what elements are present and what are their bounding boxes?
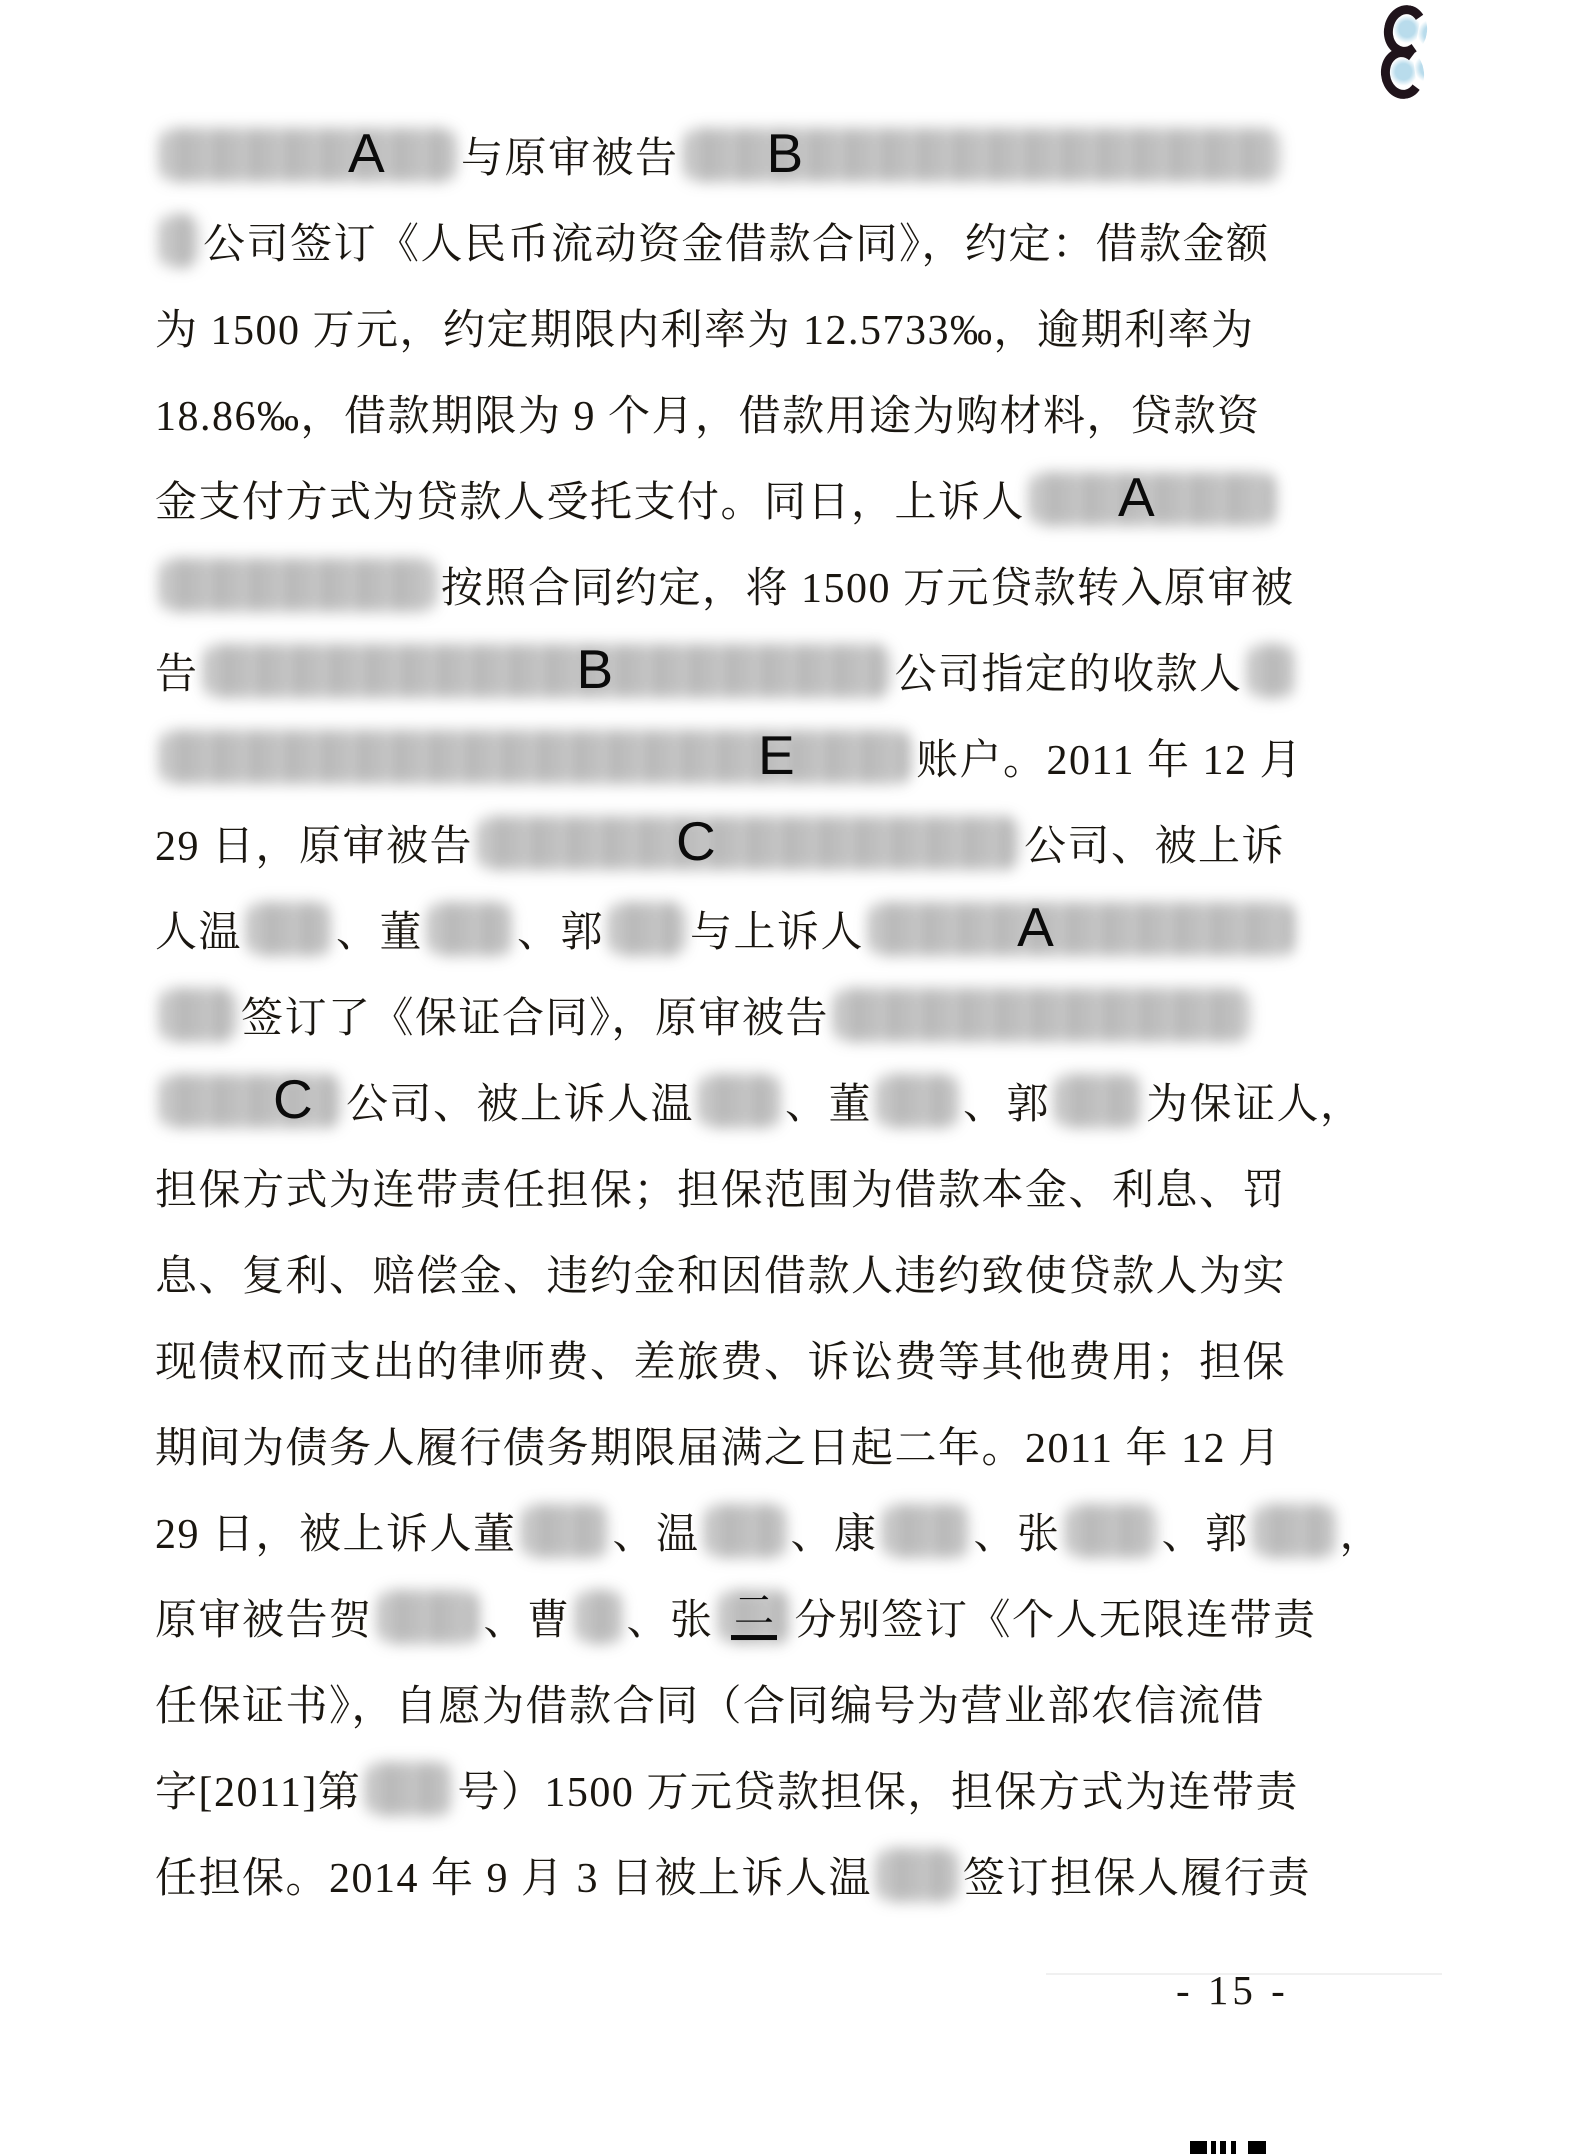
blur-smudge: [877, 1848, 958, 1902]
blur-smudge: [699, 1074, 780, 1128]
annotation-label: A: [1017, 895, 1054, 958]
redacted-name: [245, 900, 333, 958]
document-line: [155, 1058, 1364, 1144]
text-run: 原审被告贺: [155, 1598, 373, 1644]
blur-smudge: [428, 902, 512, 956]
redacted-name: [867, 895, 1297, 958]
text-run: 、郭: [1161, 1512, 1249, 1558]
document-line: [155, 370, 1335, 456]
text-run: 、郭: [963, 1082, 1051, 1128]
document-line: [155, 1316, 1335, 1402]
text-run: 号）1500 万元贷款担保，担保方式为连带责: [457, 1770, 1299, 1816]
document-body: [155, 112, 1384, 1918]
text-run: 告: [155, 652, 199, 698]
document-line: [155, 972, 1335, 1058]
redacted-name: [158, 121, 458, 184]
text-run: 息、复利、赔偿金、违约金和因借款人违约致使贷款人为实: [155, 1254, 1287, 1300]
document-line: [155, 1746, 1335, 1832]
text-run: 公司签订《人民币流动资金借款合同》，约定：借款金额: [203, 222, 1270, 268]
document-line: [155, 886, 1335, 972]
document-line: [155, 1832, 1335, 1918]
document-line: [155, 628, 1335, 714]
blur-smudge: [204, 637, 890, 700]
redacted-name: [520, 1502, 610, 1560]
text-run: 担保方式为连带责任担保；担保范围为借款本金、利息、罚: [155, 1168, 1287, 1214]
text-run: 公司、被上诉人温: [346, 1082, 695, 1128]
text-run: 29 日，原审被告: [155, 824, 474, 870]
blur-smudge: [609, 902, 685, 956]
blur-smudge: [378, 1590, 479, 1644]
text-run: 、曹: [483, 1598, 571, 1644]
redacted-name: [364, 1760, 454, 1818]
blur-smudge: [883, 1504, 969, 1558]
text-run: 人温: [155, 910, 243, 956]
document-line: [155, 198, 1335, 284]
blur-smudge: [160, 121, 456, 184]
text-run: 、康: [790, 1512, 878, 1558]
document-line: [155, 542, 1335, 628]
redacted-name: [1053, 1072, 1143, 1130]
redacted-name: [832, 986, 1252, 1044]
text-run: 签订担保人履行责: [963, 1856, 1312, 1902]
text-run: 29 日，被上诉人董: [155, 1512, 517, 1558]
blur-smudge: [160, 214, 198, 268]
redacted-name: [875, 1072, 960, 1130]
text-run: 金支付方式为贷款人受托支付。同日，上诉人: [155, 480, 1026, 526]
redacted-name: [717, 1588, 792, 1646]
blur-smudge: [576, 1590, 622, 1644]
redacted-name: [158, 986, 238, 1044]
document-line: [155, 714, 1335, 800]
annotation-label: E: [758, 723, 795, 786]
redacted-name: [158, 212, 200, 270]
document-line: [155, 1488, 1384, 1574]
text-run: 与上诉人: [690, 910, 865, 956]
redacted-name: [875, 1846, 960, 1904]
redacted-name: [697, 1072, 782, 1130]
redacted-name: [574, 1588, 624, 1646]
blur-smudge: [869, 895, 1295, 958]
redacted-name: [1064, 1502, 1159, 1560]
document-line: [155, 112, 1335, 198]
redacted-name: [703, 1502, 788, 1560]
blur-smudge: [1254, 1504, 1335, 1558]
text-run: 按照合同约定，将 1500 万元贷款转入原审被: [441, 566, 1295, 612]
text-run: 为 1500 万元，约定期限内利率为 12.5733‰，逾期利率为: [155, 308, 1255, 354]
text-run: 任担保。2014 年 9 月 3 日被上诉人温: [155, 1856, 873, 1902]
document-line: [155, 284, 1335, 370]
page-number: - 15 -: [1176, 1967, 1289, 2013]
text-run: 任保证书》，自愿为借款合同（合同编号为营业部农信流借: [155, 1684, 1266, 1730]
text-run: 、董: [336, 910, 424, 956]
text-run: 、温: [612, 1512, 700, 1558]
text-run: 现债权而支出的律师费、差旅费、诉讼费等其他费用；担保: [155, 1340, 1287, 1386]
blur-smudge: [1248, 644, 1294, 698]
redacted-name: [607, 900, 687, 958]
blur-smudge: [877, 1074, 958, 1128]
annotation-label: B: [576, 637, 614, 700]
text-run: 为保证人，: [1146, 1082, 1364, 1128]
text-run: 账户。2011 年 12 月: [916, 738, 1303, 784]
text-run: 18.86‰，借款期限为 9 个月，借款用途为购材料，贷款资: [155, 394, 1261, 440]
document-line: [155, 1574, 1335, 1660]
redacted-name: [158, 1067, 343, 1130]
blur-smudge: [834, 988, 1250, 1042]
redacted-name: [426, 900, 514, 958]
text-run: 、张: [973, 1512, 1061, 1558]
blur-smudge: [1066, 1504, 1157, 1558]
blur-smudge: [160, 1067, 341, 1130]
document-line: [155, 1230, 1335, 1316]
blur-smudge: [705, 1504, 786, 1558]
text-run: 、董: [785, 1082, 873, 1128]
blur-smudge: [366, 1762, 452, 1816]
text-run: 签订了《保证合同》，原审被告: [241, 996, 830, 1042]
blur-smudge: [522, 1504, 608, 1558]
document-line: [155, 1402, 1335, 1488]
redacted-name: [476, 809, 1021, 872]
blur-smudge: [160, 988, 236, 1042]
text-run: 字[2011]第: [155, 1770, 362, 1816]
document-line: [155, 1144, 1335, 1230]
text-run: 公司、被上诉: [1024, 824, 1286, 870]
annotation-label: C: [273, 1067, 313, 1130]
redacted-name: [202, 637, 892, 700]
redacted-name: [682, 121, 1282, 184]
text-run: 与原审被告: [461, 136, 679, 182]
document-line: [155, 1660, 1335, 1746]
annotation-label: A: [348, 121, 385, 184]
text-run: 、张: [626, 1598, 714, 1644]
redacted-name: [1246, 642, 1296, 700]
document-line: [155, 800, 1335, 886]
blur-smudge: [478, 809, 1019, 872]
redacted-name: [158, 723, 913, 786]
text-run: ，: [1339, 1512, 1384, 1558]
redacted-name: [1252, 1502, 1337, 1560]
text-run: 、郭: [517, 910, 605, 956]
blur-smudge: [247, 902, 331, 956]
text-run: 公司指定的收款人: [894, 652, 1243, 698]
redacted-name: [1028, 465, 1278, 528]
document-line: [155, 456, 1335, 542]
annotation-label: C: [676, 809, 716, 872]
redacted-name: [881, 1502, 971, 1560]
redacted-name: [376, 1588, 481, 1646]
corner-scan-mark-icon: [1378, 45, 1428, 101]
blur-smudge: [160, 723, 911, 786]
redacted-name: [158, 556, 438, 614]
annotation-label: 二: [731, 1591, 777, 1640]
qr-code-fragment: [1190, 2141, 1266, 2154]
annotation-label: A: [1118, 465, 1155, 528]
text-run: 期间为债务人履行债务期限届满之日起二年。2011 年 12 月: [155, 1426, 1282, 1472]
blur-smudge: [1055, 1074, 1141, 1128]
blur-smudge: [160, 558, 436, 612]
text-run: 分别签订《个人无限连带责: [794, 1598, 1317, 1644]
annotation-label: B: [766, 121, 804, 184]
